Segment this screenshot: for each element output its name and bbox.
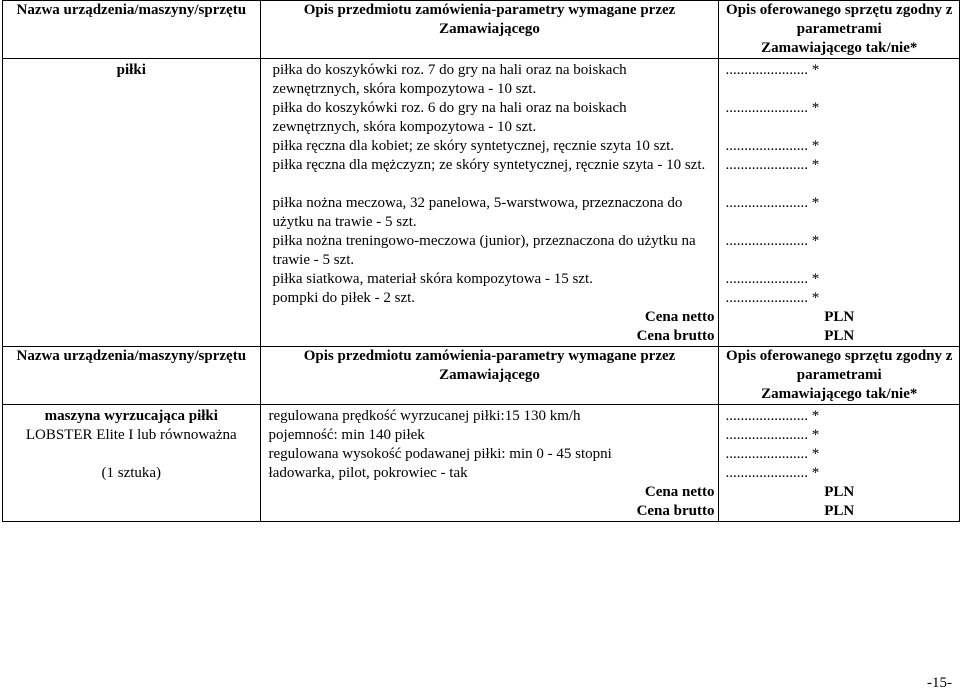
header-offer-line2: Zamawiającego tak/nie* [761, 386, 918, 402]
answer-field[interactable]: ...................... * [725, 138, 820, 154]
list-item: regulowana wysokość podawanej piłki: min 0 - 45 stopni [268, 446, 612, 462]
net-price-label: Cena netto [644, 309, 715, 325]
answer-field[interactable]: ...................... * [725, 446, 820, 462]
category-quantity: (1 sztuka) [101, 465, 162, 481]
list-item: piłka ręczna dla kobiet; ze skóry syntetycznej, ręcznie szyta 10 szt. [272, 138, 675, 154]
category-ball-machine [3, 405, 261, 522]
header-offer-line1: Opis oferowanego sprzętu zgodny z parametrami [726, 2, 953, 37]
list-item: piłka nożna meczowa, 32 panelowa, 5-warstwowa, przeznaczona do użytku na trawie - 5 szt. [272, 195, 683, 230]
list-item: piłka ręczna dla mężczyzn; ze skóry syntetycznej, ręcznie szyta - 10 szt. [272, 157, 706, 173]
answer-field[interactable]: ...................... * [725, 157, 820, 173]
answer-field[interactable]: ...................... * [725, 465, 820, 481]
gross-price-value: PLN [824, 328, 855, 344]
header-description: Opis przedmiotu zamówienia-parametry wymagane przez Zamawiającego [260, 1, 719, 59]
net-price-label: Cena netto [644, 484, 715, 500]
answer-field[interactable]: ...................... * [725, 408, 820, 424]
section-balls [3, 59, 960, 347]
category-title: maszyna wyrzucająca piłki [44, 408, 218, 424]
header-offer [719, 1, 960, 59]
gross-price-value: PLN [824, 503, 855, 519]
specification-table [2, 0, 960, 522]
answer-field[interactable]: ...................... * [725, 427, 820, 443]
page-number: -15- [927, 675, 952, 691]
answer-field[interactable]: ...................... * [725, 195, 820, 211]
header-offer-line2: Zamawiającego tak/nie* [761, 40, 918, 56]
items-column [260, 59, 719, 347]
answer-field[interactable]: ...................... * [725, 290, 820, 306]
list-item: regulowana prędkość wyrzucanej piłki:15 130 km/h [268, 408, 581, 424]
items-column [260, 405, 719, 522]
table-header-2 [3, 347, 960, 405]
answer-field[interactable]: ...................... * [725, 271, 820, 287]
answer-field[interactable]: ...................... * [725, 62, 820, 78]
list-item: piłka siatkowa, materiał skóra kompozytowa - 15 szt. [272, 271, 593, 287]
header-offer-line1: Opis oferowanego sprzętu zgodny z parametrami [726, 348, 953, 383]
net-price-value: PLN [824, 309, 855, 325]
answers-column [719, 405, 960, 522]
category-model: LOBSTER Elite I lub równoważna [25, 427, 237, 443]
header-offer [719, 347, 960, 405]
list-item: pompki do piłek - 2 szt. [272, 290, 416, 306]
answer-field[interactable]: ...................... * [725, 233, 820, 249]
header-description: Opis przedmiotu zamówienia-parametry wymagane przez Zamawiającego [260, 347, 719, 405]
header-name: Nazwa urządzenia/maszyny/sprzętu [3, 1, 261, 59]
header-name: Nazwa urządzenia/maszyny/sprzętu [3, 347, 261, 405]
net-price-value: PLN [824, 484, 855, 500]
list-item: piłka do koszykówki roz. 6 do gry na hali oraz na boiskach zewnętrznych, skóra kompozytowa - 10 szt. [272, 100, 627, 135]
table-header [3, 1, 960, 59]
list-item: piłka nożna treningowo-meczowa (junior), przeznaczona do użytku na trawie - 5 szt. [272, 233, 696, 268]
list-item: pojemność: min 140 piłek [268, 427, 425, 443]
gross-price-label: Cena brutto [636, 328, 715, 344]
answer-field[interactable]: ...................... * [725, 100, 820, 116]
gross-price-label: Cena brutto [636, 503, 715, 519]
category-balls: piłki [3, 59, 261, 347]
answers-column [719, 59, 960, 347]
list-item: ładowarka, pilot, pokrowiec - tak [268, 465, 468, 481]
list-item: piłka do koszykówki roz. 7 do gry na hali oraz na boiskach zewnętrznych, skóra kompozytowa - 10 szt. [272, 62, 627, 97]
section-ball-machine [3, 405, 960, 522]
